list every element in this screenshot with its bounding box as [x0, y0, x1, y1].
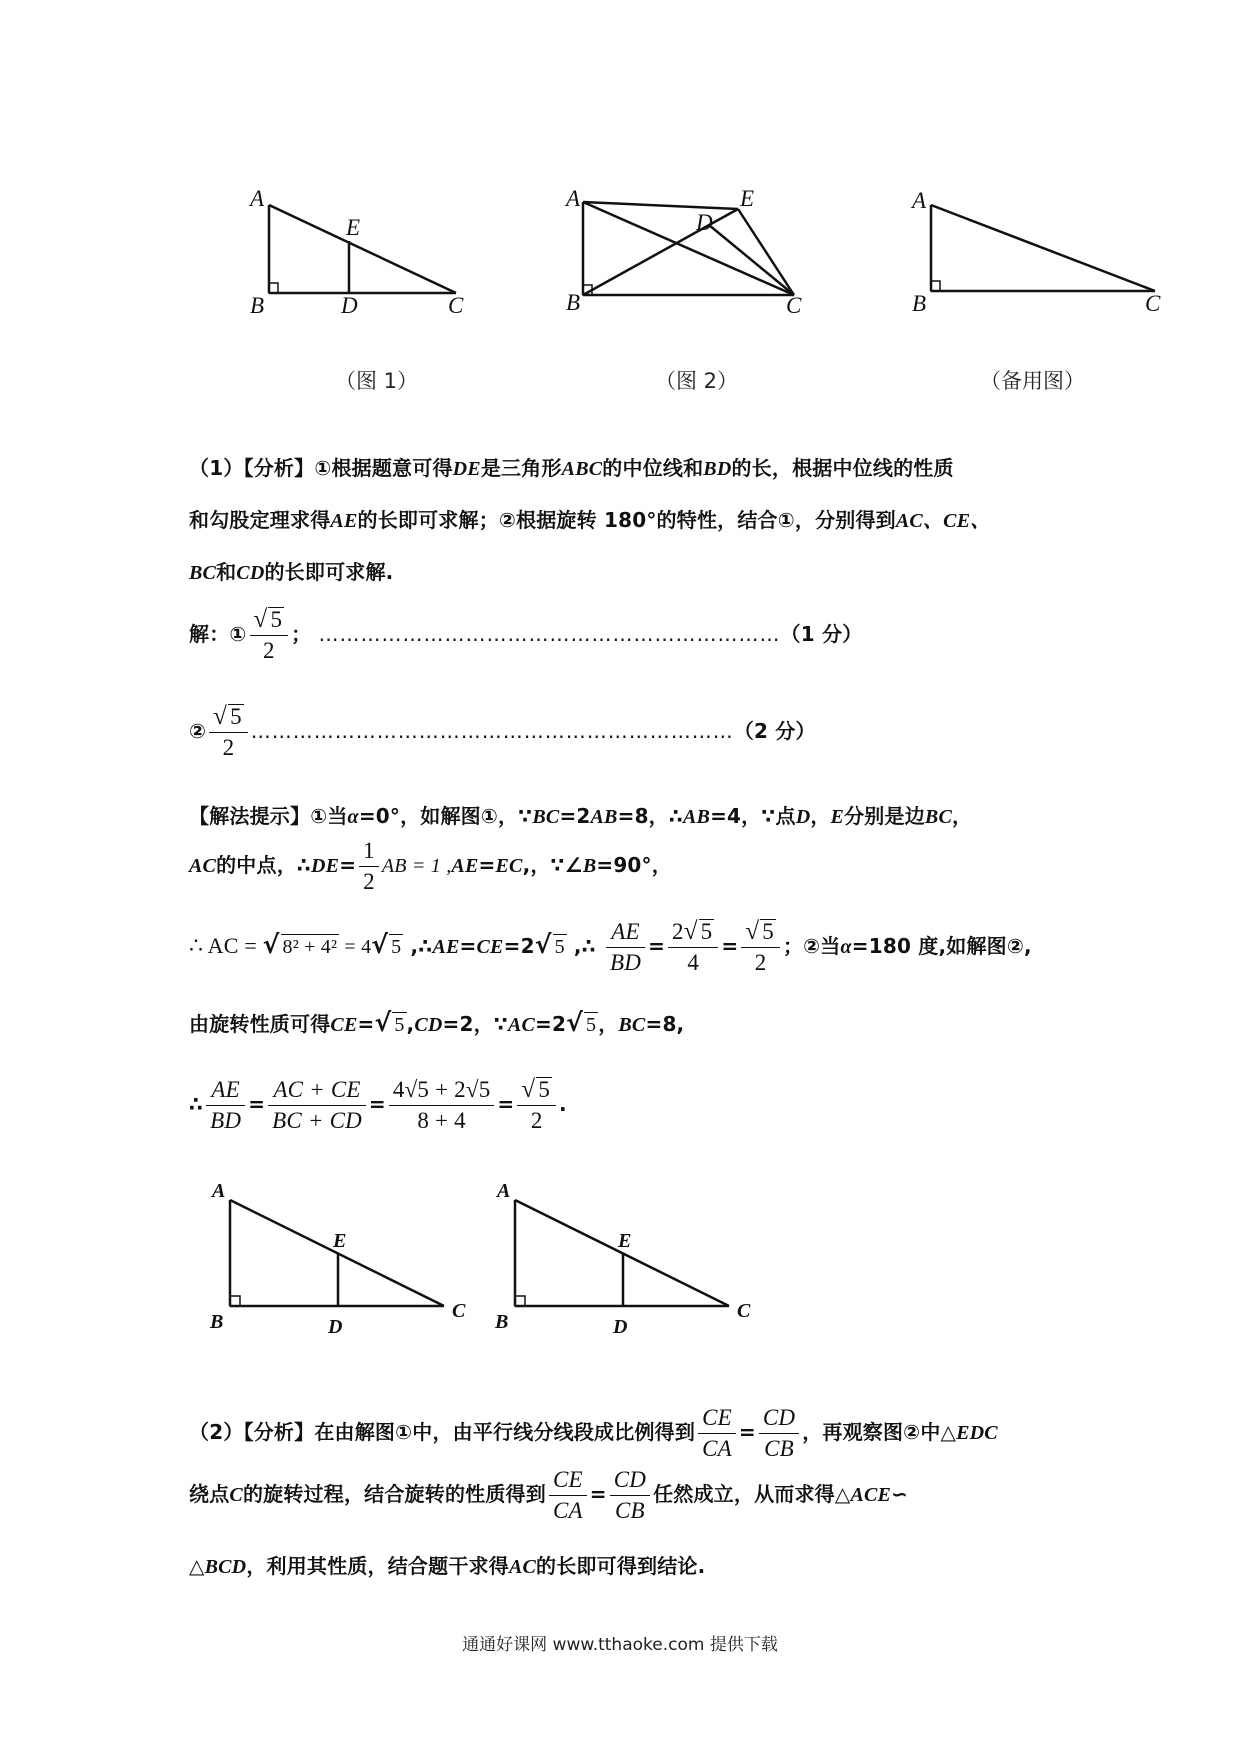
label-d: D	[341, 293, 358, 318]
label-c: C	[737, 1300, 751, 1322]
hint-line3: ∴ AC = √ 8² + 4² = 4√ 5 ,∴AE=CE=2√ 5 ,∴ $\frac{AE}{BD}$ = $\frac{2√ 5}{4}$ = $\frac{√ 5}{2}$ ；②当α=180 度,如解图②,	[189, 918, 1032, 975]
answer-2: ② $\frac{√ 5}{2}$ ……………………………………………………………（2 分）	[189, 702, 816, 763]
label-c: C	[452, 1300, 466, 1322]
label-a: A	[566, 186, 581, 211]
figure-1	[230, 180, 530, 360]
hint-line5: ∴ $\frac{AE}{BD}$ = $\frac{AC + CE}{BC + CD}$ = $\frac{4√5 + 2√5}{8 + 4}$ = $\frac{√ 5}{2}$ .	[189, 1076, 567, 1133]
fraction: $\frac{√ 5}{2}$	[209, 702, 248, 763]
figure-2	[548, 180, 848, 360]
label-e: E	[346, 215, 361, 240]
label-a: A	[912, 188, 927, 213]
label-c: C	[448, 293, 464, 318]
label-d: D	[613, 1316, 628, 1338]
label-c: C	[786, 293, 802, 318]
hint-line4: 由旋转性质可得CE=√ 5 ,CD=2，∵AC=2√ 5 ，BC=8,	[189, 1008, 685, 1037]
caption-fig2: （图 2）	[655, 369, 739, 393]
label-e: E	[333, 1230, 347, 1252]
label-a: A	[212, 1180, 226, 1202]
label-b: B	[250, 293, 265, 318]
label-e: E	[618, 1230, 632, 1252]
part1-line3: BC和CD的长即可求解.	[189, 560, 394, 584]
part2-line2: 绕点C的旋转过程，结合旋转的性质得到 $\frac{CE}{CA}$ = $\frac{CD}{CB}$ 任然成立，从而求得△ACE∽	[189, 1467, 909, 1523]
part1-line1: （1）【分析】①根据题意可得DE是三角形ABC的中位线和BD的长，根据中位线的性质	[189, 456, 954, 480]
label-d: D	[696, 210, 713, 235]
hint-line2: AC的中点，∴DE= $\frac{1}{2}$ AB = 1 ,AE=EC,，∵∠B=90°，	[189, 838, 672, 894]
hint-line1: 【解法提示】①当α=0°，如解图①，∵BC=2AB=8，∴AB=4，∵点D，E分别是边BC，	[189, 804, 973, 828]
part2-line1: （2）【分析】在由解图①中，由平行线分线段成比例得到 $\frac{CE}{CA}$ = $\frac{CD}{CB}$ ，再观察图②中△EDC	[189, 1405, 998, 1461]
label-b: B	[566, 290, 581, 315]
label-b: B	[210, 1311, 224, 1333]
fraction: $\frac{√ 5}{2}$	[250, 605, 289, 666]
label-c: C	[1145, 291, 1161, 316]
page-footer: 通通好课网 www.tthaoke.com 提供下载	[462, 1635, 778, 1655]
figure-spare	[895, 180, 1195, 360]
part2-line3: △BCD，利用其性质，结合题干求得AC的长即可得到结论.	[189, 1554, 706, 1578]
answer-1: 解：① $\frac{√ 5}{2}$ ； …………………………………………………………（1 分）	[189, 605, 862, 666]
caption-spare: （备用图）	[980, 369, 1085, 393]
label-b: B	[912, 291, 927, 316]
label-b: B	[495, 1311, 509, 1333]
solution-figure-1	[200, 1170, 490, 1340]
label-a: A	[497, 1180, 511, 1202]
solution-figure-2	[485, 1170, 775, 1340]
label-a: A	[250, 186, 265, 211]
label-d: D	[328, 1316, 343, 1338]
label-e: E	[740, 186, 755, 211]
part1-line2: 和勾股定理求得AE的长即可求解；②根据旋转 180°的特性，结合①，分别得到AC、CE、	[189, 508, 991, 532]
caption-fig1: （图 1）	[335, 369, 419, 393]
